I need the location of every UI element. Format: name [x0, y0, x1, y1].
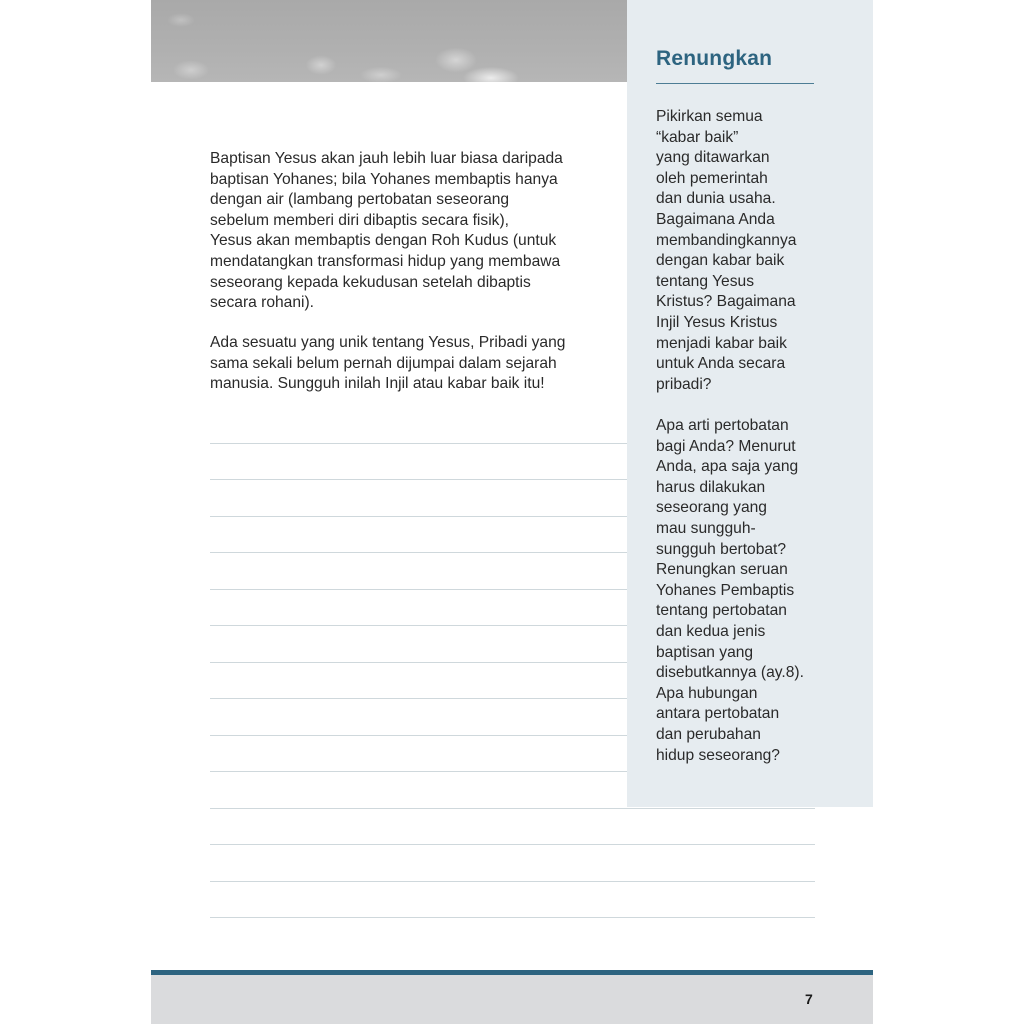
writing-line	[210, 625, 627, 626]
writing-line	[210, 552, 627, 553]
writing-line	[210, 479, 627, 480]
writing-line	[210, 516, 627, 517]
sidebar-paragraph: Pikirkan semua “kabar baik” yang ditawarkan oleh pemerintah dan dunia usaha. Bagaimana Anda membandingkannya dengan kabar baik tentang Yesus Kristus? Bagaimana Injil Yesus Kristus menjadi kabar baik untuk Anda secara pribadi?	[656, 108, 797, 393]
writing-line	[210, 589, 627, 590]
body-paragraph: Baptisan Yesus akan jauh lebih luar biasa daripada baptisan Yohanes; bila Yohanes membaptis hanya dengan air (lambang pertobatan seseorang sebelum memberi diri dibaptis secara fisik), Yesus akan membaptis dengan Roh Kudus (untuk mendatangkan transformasi hidup yang membawa seseorang kepada kekudusan setelah dibaptis secara rohani).	[210, 150, 563, 312]
reflection-sidebar	[627, 0, 873, 807]
writing-line	[210, 844, 815, 845]
sidebar-title: Renungkan	[656, 47, 773, 70]
sidebar-title-underline	[656, 83, 814, 84]
body-paragraph: Ada sesuatu yang unik tentang Yesus, Pribadi yang sama sekali belum pernah dijumpai dalam sejarah manusia. Sungguh inilah Injil atau kabar baik itu!	[210, 334, 566, 393]
writing-line	[210, 698, 627, 699]
page-footer	[151, 975, 873, 1024]
page-number: 7	[805, 991, 813, 1007]
header-ocean-image	[151, 0, 627, 82]
writing-line	[210, 735, 627, 736]
writing-line	[210, 771, 627, 772]
writing-line	[210, 808, 815, 809]
writing-line	[210, 662, 627, 663]
writing-line	[210, 881, 815, 882]
sidebar-paragraph: Apa arti pertobatan bagi Anda? Menurut Anda, apa saja yang harus dilakukan seseorang yang mau sungguh- sungguh bertobat? Renungkan seruan Yohanes Pembaptis tentang pertobatan dan kedua jenis baptisan yang disebutkannya (ay.8). Apa hubungan antara pertobatan dan perubahan hidup seseorang?	[656, 417, 804, 764]
writing-line	[210, 443, 627, 444]
writing-line	[210, 917, 815, 918]
